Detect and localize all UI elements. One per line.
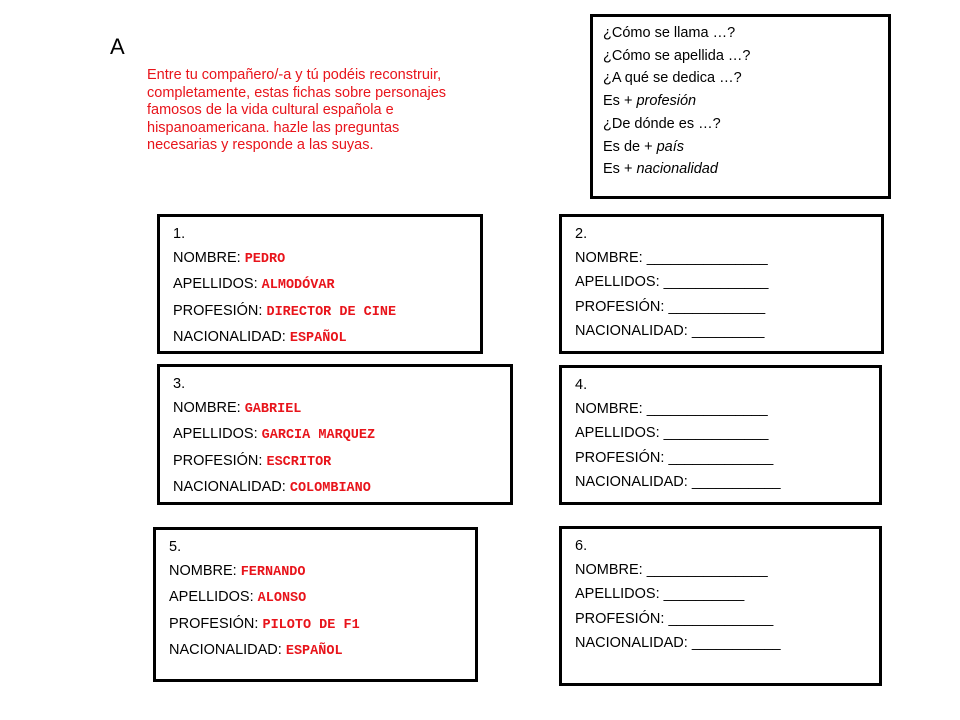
section-letter: A	[110, 34, 125, 59]
card-profesion-row	[575, 446, 879, 470]
card-nombre-row	[575, 397, 879, 421]
apellidos-label: APELLIDOS:	[575, 586, 664, 603]
profesion-label: PROFESIÓN:	[575, 610, 669, 627]
nacionalidad-label: NACIONALIDAD:	[173, 478, 290, 495]
nacionalidad-label: NACIONALIDAD:	[575, 634, 692, 651]
profesion-label: PROFESIÓN:	[173, 452, 267, 469]
nacionalidad-label: NACIONALIDAD:	[173, 328, 290, 345]
question-origin: ¿De dónde es …?	[603, 115, 721, 132]
question-box	[590, 14, 891, 199]
apellidos-label: APELLIDOS:	[173, 426, 262, 443]
nombre-label: NOMBRE:	[173, 250, 245, 267]
answer-nationality-term: nacionalidad	[636, 161, 718, 178]
nombre-value: FERNANDO	[240, 565, 306, 581]
card-nacionalidad-row	[173, 475, 510, 501]
profesion-label: PROFESIÓN:	[575, 449, 669, 466]
card-6	[559, 526, 882, 686]
nacionalidad-label: NACIONALIDAD:	[169, 641, 286, 658]
card-4	[559, 365, 882, 505]
profesion-label: PROFESIÓN:	[575, 298, 669, 315]
card-nombre-row	[575, 246, 881, 270]
profesion-blank: _____________	[668, 449, 774, 466]
apellidos-blank: __________	[663, 586, 745, 603]
card-number: 5.	[169, 539, 182, 555]
card-nacionalidad-row	[575, 470, 879, 494]
card-apellidos-row	[169, 585, 475, 611]
nombre-label: NOMBRE:	[173, 400, 245, 417]
nombre-label: NOMBRE:	[575, 250, 647, 267]
card-number: 2.	[575, 226, 588, 242]
nacionalidad-blank: ___________	[691, 473, 781, 490]
nacionalidad-label: NACIONALIDAD:	[575, 473, 692, 490]
answer-nationality-prefix: Es +	[603, 161, 637, 178]
card-nacionalidad-row	[575, 319, 881, 343]
card-number: 1.	[173, 226, 186, 242]
profesion-label: PROFESIÓN:	[173, 302, 267, 319]
card-profesion-row	[173, 299, 480, 325]
card-nacionalidad-row	[575, 631, 879, 655]
apellidos-blank: _____________	[663, 274, 769, 291]
answer-profession-prefix: Es +	[603, 93, 637, 110]
intro-instructions: Entre tu compañero/-a y tú podéis reconstruir, completamente, estas fichas sobre personajes famosos de la vida cultural española e hispanoamericana. hazle las preguntas necesarias y responde a las suyas.	[147, 67, 447, 153]
nacionalidad-value: ESPAÑOL	[289, 330, 347, 346]
profesion-blank: ____________	[668, 298, 766, 315]
nacionalidad-blank: _________	[691, 322, 765, 339]
question-surname: ¿Cómo se apellida …?	[603, 47, 751, 64]
card-apellidos-row	[575, 270, 881, 294]
card-nacionalidad-row	[173, 325, 480, 351]
nacionalidad-value: COLOMBIANO	[289, 480, 371, 496]
profesion-value: DIRECTOR DE CINE	[266, 304, 397, 320]
answer-profession	[603, 90, 888, 113]
card-profesion-row	[173, 449, 510, 475]
card-2	[559, 214, 884, 354]
apellidos-label: APELLIDOS:	[575, 274, 664, 291]
card-nombre-row	[173, 396, 510, 422]
question-occupation: ¿A qué se dedica …?	[603, 70, 742, 87]
apellidos-value: ALONSO	[257, 591, 307, 607]
card-number: 3.	[173, 376, 186, 392]
nombre-label: NOMBRE:	[575, 401, 647, 418]
card-nombre-row	[173, 246, 480, 272]
apellidos-blank: _____________	[663, 425, 769, 442]
nombre-blank: _______________	[646, 250, 768, 267]
card-apellidos-row	[575, 421, 879, 445]
nombre-label: NOMBRE:	[169, 563, 241, 580]
card-5	[153, 527, 478, 682]
card-profesion-row	[169, 612, 475, 638]
card-1	[157, 214, 483, 354]
nacionalidad-label: NACIONALIDAD:	[575, 322, 692, 339]
nacionalidad-blank: ___________	[691, 634, 781, 651]
nombre-label: NOMBRE:	[575, 562, 647, 579]
answer-profession-term: profesión	[636, 93, 697, 110]
card-apellidos-row	[173, 272, 480, 298]
profesion-label: PROFESIÓN:	[169, 615, 263, 632]
card-profesion-row	[575, 607, 879, 631]
card-profesion-row	[575, 295, 881, 319]
answer-nationality	[603, 158, 888, 181]
card-number: 6.	[575, 538, 588, 554]
apellidos-value: GARCIA MARQUEZ	[261, 428, 376, 444]
nombre-value: PEDRO	[244, 252, 286, 268]
answer-country-term: país	[656, 138, 685, 155]
card-nacionalidad-row	[169, 638, 475, 664]
nombre-blank: _______________	[646, 401, 768, 418]
card-3	[157, 364, 513, 505]
apellidos-label: APELLIDOS:	[173, 276, 262, 293]
card-nombre-row	[169, 559, 475, 585]
nombre-blank: _______________	[646, 562, 768, 579]
profesion-blank: _____________	[668, 610, 774, 627]
card-apellidos-row	[575, 582, 879, 606]
card-apellidos-row	[173, 422, 510, 448]
nombre-value: GABRIEL	[244, 402, 302, 418]
card-nombre-row	[575, 558, 879, 582]
apellidos-label: APELLIDOS:	[575, 425, 664, 442]
answer-country-prefix: Es de +	[603, 138, 657, 155]
question-name: ¿Cómo se llama …?	[603, 25, 736, 41]
nacionalidad-value: ESPAÑOL	[285, 643, 343, 659]
card-number: 4.	[575, 377, 588, 393]
apellidos-label: APELLIDOS:	[169, 589, 258, 606]
answer-country	[603, 136, 888, 159]
profesion-value: PILOTO DE F1	[262, 617, 360, 633]
apellidos-value: ALMODÓVAR	[261, 278, 335, 294]
profesion-value: ESCRITOR	[266, 454, 332, 470]
